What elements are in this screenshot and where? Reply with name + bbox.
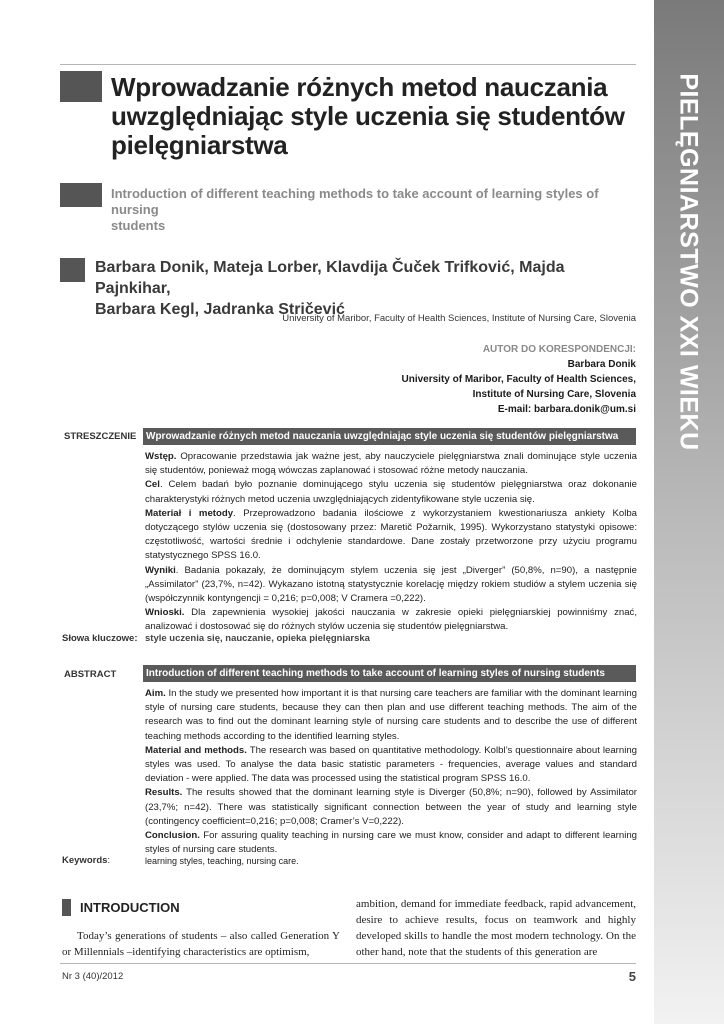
slowa-value: style uczenia się, nauczanie, opieka pielęgniarska <box>145 633 370 644</box>
abstract-pl-aim: Cel. Celem badań było poznanie dominującego stylu uczenia się studentów pielęgniarstwa oraz dokonanie charakterystyki różnych metod uczenia uwzględniających zidentyfikowane style uczenia się. <box>145 479 637 505</box>
abstract-label: ABSTRACT <box>64 669 117 680</box>
article-title: Wprowadzanie różnych metod nauczania uwzględniając style uczenia się studentów pielęgniarstwa <box>111 72 625 160</box>
authors-marker <box>60 258 85 282</box>
title-marker <box>60 71 102 102</box>
journal-name: PIELĘGNIARSTWO XXI WIEKU <box>674 73 703 451</box>
abstract-en-aim: Aim. In the study we presented how important it is that nursing care teachers are familiar with the dominant learning style of nursing care students, because they can then plan and use different teaching methods. The aim of the research was to find out the dominant learning style of nursing care students and to describe the use of different teaching methods according to the identified learning styles. <box>145 688 637 742</box>
subtitle-marker <box>60 183 102 207</box>
introduction-marker <box>62 899 71 916</box>
keywords-label: Keywords: <box>62 855 111 866</box>
correspondence-email[interactable]: E-mail: barbara.donik@um.si <box>497 404 636 415</box>
keywords-value: learning styles, teaching, nursing care. <box>145 856 299 866</box>
article-subtitle: Introduction of different teaching methods to take account of learning styles of nursing students <box>111 186 599 233</box>
abstract-pl-conclusions: Wnioski. Dla zapewnienia wysokiej jakości nauczania w zakresie opieki pielęgniarskiej powinniśmy znać, analizować i dostosować się do różnych stylów uczenia się studentów pielęgniarstwa. <box>145 607 637 633</box>
footer-rule <box>60 963 636 964</box>
introduction-heading: INTRODUCTION <box>80 900 180 915</box>
abstract-body <box>145 687 637 857</box>
abstract-en-results: Results. The results showed that the dominant learning style is Diverger (50,8%; n=90), followed by Assimilator (23,7%; n=42). There was statistically significant connection between the year of study and learning style (contingency coefficient=0,216; p=0,008; Cramer’s V=0,222). <box>145 787 637 827</box>
abstract-pl-intro: Wstęp. Opracowanie przedstawia jak ważne jest, aby nauczyciele pielęgniarstwa znali dominujące style uczenia się studentów, ponieważ mogą wówczas zaplanować i stosować różne metody nauczania. <box>145 451 637 477</box>
abstract-bar: Introduction of different teaching methods to take account of learning styles of nursing students <box>143 665 636 682</box>
introduction-col1: Today’s generations of students – also called Generation Y or Millennials –identifying characteristics are optimism, <box>62 930 340 958</box>
streszczenie-body <box>145 450 637 635</box>
page-number: 5 <box>628 969 636 984</box>
correspondence-name: Barbara Donik <box>567 359 636 370</box>
issue-number: Nr 3 (40)/2012 <box>62 971 124 982</box>
abstract-pl-methods: Materiał i metody. Przeprowadzono badania ilościowe z wykorzystaniem kwestionariusza ankiety Kolba dotyczącego stylów uczenia się (dostosowany przez: Maretič Požarnik, 1995). Wykorzystano statystyki opisowe: częstotliwość, wartości średnie i odchylenie standardowe. Dane zostały przetworzone przy użyciu programu statystycznego SPSS 16.0. <box>145 507 637 562</box>
introduction-col2: ambition, demand for immediate feedback, rapid advancement, desire to achieve results, focus on teamwork and highly developed skills to handle the most modern technology. On the other hand, note that the students of this generation are <box>356 898 636 958</box>
streszczenie-bar: Wprowadzanie różnych metod nauczania uwzględniając style uczenia się studentów pielęgniarstwa <box>143 428 636 445</box>
abstract-pl-results: Wyniki. Badania pokazały, że dominującym stylem uczenia się jest „Diverger” (50,8%, n=90), a następnie „Assimilator” (23,7%, n=42). Wykazano istotną statystycznie korelację między rokiem studiów a stylem uczenia się (współczynnik kontyngencji = 0,216; p=0,008; V Cramera =0,222). <box>145 564 637 605</box>
streszczenie-label: STRESZCZENIE <box>64 431 137 442</box>
correspondence: AUTOR DO KORESPONDENCJI: Barbara Donik University of Maribor, Faculty of Health Sciences, Institute of Nursing Care, Slovenia E-mail: barbara.donik@um.si <box>401 344 636 415</box>
correspondence-label: AUTOR DO KORESPONDENCJI: <box>482 344 636 355</box>
top-rule <box>60 64 636 65</box>
affiliation: University of Maribor, Faculty of Health Sciences, Institute of Nursing Care, Slovenia <box>282 313 636 324</box>
authors: Barbara Donik, Mateja Lorber, Klavdija Čuček Trifković, Majda Pajnkihar, Barbara Kegl, Jadranka Stričević <box>95 259 565 318</box>
abstract-en-methods: Material and methods. The research was based on quantitative methodology. Kolbl’s questionnaire about learning styles was used. To analyse the data basic statistic parameters - frequencies, average values and standard deviation - were applied. The data was processed using the statistical program SPSS 16.0. <box>145 744 638 785</box>
abstract-en-conclusion: Conclusion. For assuring quality teaching in nursing care we must know, consider and adapt to different learning styles of nursing care students. <box>145 830 637 856</box>
slowa-label: Słowa kluczowe: <box>62 633 138 644</box>
